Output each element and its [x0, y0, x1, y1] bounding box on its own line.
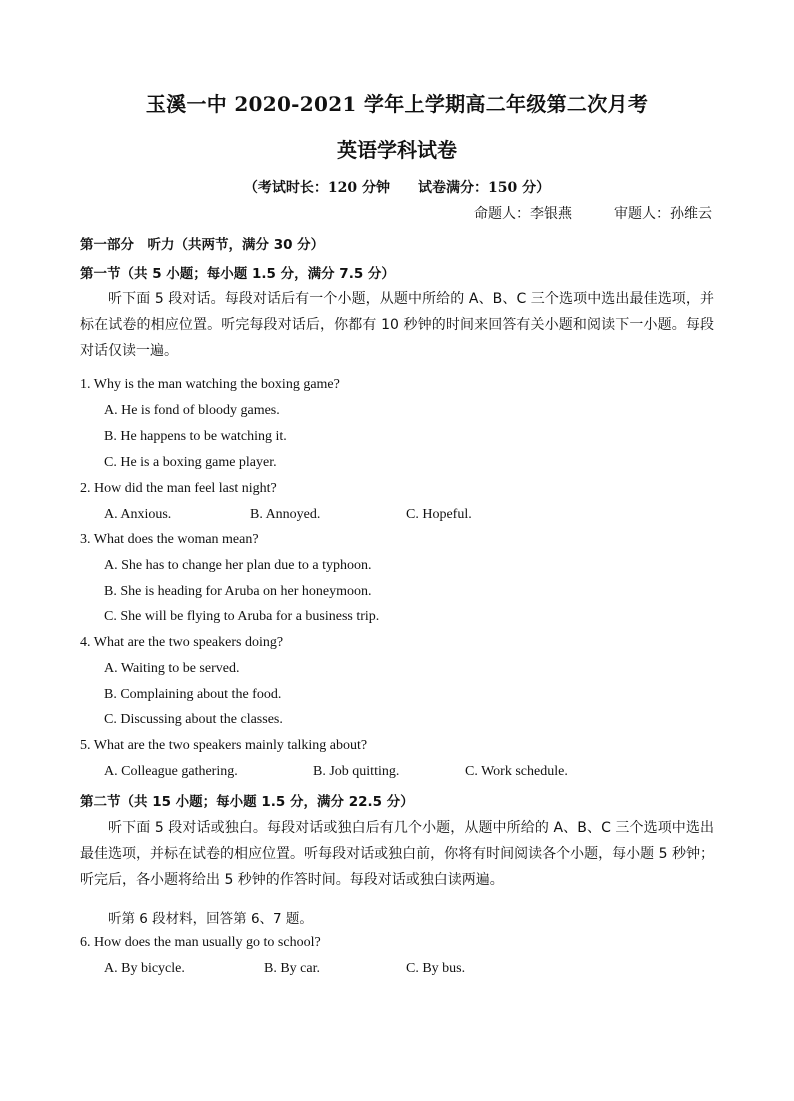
q6-option-a: A. By bicycle. — [104, 961, 185, 976]
q5-option-a: A. Colleague gathering. — [104, 764, 238, 779]
question-4: 4. What are the two speakers doing? — [80, 635, 284, 650]
q5-option-b: B. Job quitting. — [313, 764, 400, 779]
q1-option-c: C. He is a boxing game player. — [104, 455, 277, 470]
q3-option-c: C. She will be flying to Aruba for a business trip. — [104, 609, 380, 624]
author: 命题人：李银燕 — [474, 206, 572, 222]
section1-heading — [80, 262, 395, 282]
q2-option-c: C. Hopeful. — [406, 507, 472, 522]
section1-heading-text: 第一节（共 5 小题；每小题 1.5 分，满分 7.5 分） — [80, 266, 395, 282]
q3-option-a: A. She has to change her plan due to a typhoon. — [104, 558, 372, 573]
question-5: 5. What are the two speakers mainly talking about? — [80, 738, 368, 753]
q1-option-a: A. He is fond of bloody games. — [104, 403, 280, 418]
q3-option-b: B. She is heading for Aruba on her honeymoon. — [104, 584, 372, 599]
question-3: 3. What does the woman mean? — [80, 532, 259, 547]
exam-info — [0, 177, 794, 197]
q6-option-b: B. By car. — [264, 961, 320, 976]
reviewer: 审题人：孙维云 — [614, 206, 712, 222]
exam-score: 试卷满分：150 分） — [418, 180, 551, 196]
question-1: 1. Why is the man watching the boxing game? — [80, 377, 340, 392]
section1-instructions: 听下面 5 段对话。每段对话后有一个小题，从题中所给的 A、B、C 三个选项中选出最佳选项，并标在试卷的相应位置。听完每段对话后，你都有 10 秒钟的时间来回答有关小题和阅读下一小题。每段对话仅读一遍。 — [80, 291, 714, 359]
material-note: 听第 6 段材料，回答第 6、7 题。 — [108, 911, 313, 927]
q1-option-b: B. He happens to be watching it. — [104, 429, 287, 444]
section2-heading-text: 第二节（共 15 小题；每小题 1.5 分，满分 22.5 分） — [80, 794, 414, 810]
q6-option-c: C. By bus. — [406, 961, 466, 976]
q4-option-a: A. Waiting to be served. — [104, 661, 240, 676]
question-6: 6. How does the man usually go to school? — [80, 935, 321, 950]
q5-option-c: C. Work schedule. — [465, 764, 568, 779]
q2-option-a: A. Anxious. — [104, 507, 172, 522]
section2-instructions: 听下面 5 段对话或独白。每段对话或独白后有几个小题，从题中所给的 A、B、C 三个选项中选出最佳选项，并标在试卷的相应位置。听每段对话或独白前，你将有时间阅读各个小题，每小题 5 秒钟；听完后，各小题将给出 5 秒钟的作答时间。每段对话或独白读两遍。 — [80, 820, 714, 888]
q4-option-b: B. Complaining about the food. — [104, 687, 282, 702]
q2-option-b: B. Annoyed. — [250, 507, 321, 522]
question-2: 2. How did the man feel last night? — [80, 481, 277, 496]
exam-title: 玉溪一中 2020-2021 学年上学期高二年级第二次月考 — [145, 92, 649, 116]
q4-option-c: C. Discussing about the classes. — [104, 712, 283, 727]
exam-duration: （考试时长：120 分钟 — [243, 180, 390, 196]
part1-heading: 第一部分 听力（共两节，满分 30 分） — [80, 237, 325, 253]
exam-subtitle: 英语学科试卷 — [337, 138, 457, 162]
section2-heading — [80, 790, 414, 810]
exam-authors — [474, 203, 712, 223]
